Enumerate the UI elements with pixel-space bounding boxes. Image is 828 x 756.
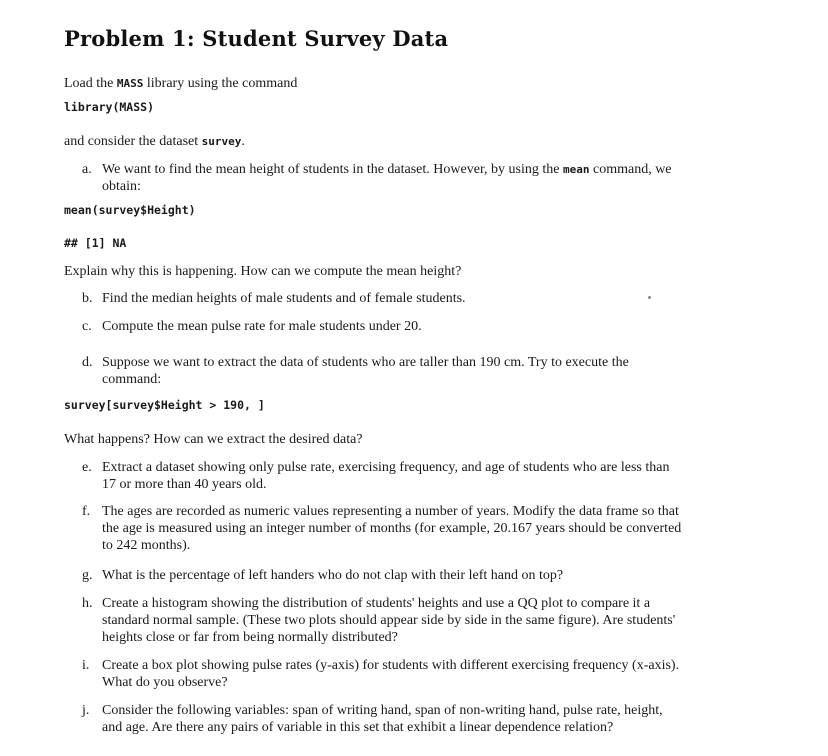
inline-code-mass: MASS	[116, 77, 144, 90]
item-label: j.	[82, 703, 90, 718]
item-text: Suppose we want to extract the data of students who are taller than 190 cm. Try to execute the command:	[102, 355, 629, 387]
item-text: What is the percentage of left handers who do not clap with their left hand on top?	[102, 568, 564, 583]
item-text: Create a box plot showing pulse rates (y-axis) for students with different exercising frequency (x-axis). What do you observe?	[102, 658, 680, 690]
code-survey-subset: survey[survey$Height > 190, ]	[64, 398, 265, 412]
load-library-text: Load the MASS library using the command	[64, 76, 298, 91]
item-label: c.	[82, 319, 92, 334]
item-text: Find the median heights of male students and of female students.	[102, 291, 466, 306]
consider-dataset-text: and consider the dataset survey.	[64, 134, 245, 149]
item-label: i.	[82, 658, 90, 673]
code-output-na: ## [1] NA	[64, 236, 127, 250]
item-label: a.	[82, 162, 92, 177]
item-text: Compute the mean pulse rate for male students under 20.	[102, 319, 422, 334]
item-text: Create a histogram showing the distribution of students' heights and use a QQ plot to compare it a standard normal sample. (These two plots should appear side by side in the same figure). Are students' heights close or far from being normally distributed?	[102, 596, 676, 645]
item-label: g.	[82, 568, 93, 583]
inline-code-mean: mean	[562, 163, 590, 176]
what-happens-text: What happens? How can we extract the desired data?	[64, 432, 363, 447]
item-text: We want to find the mean height of students in the dataset. However, by using the mean command, we obtain:	[102, 162, 672, 194]
item-label: d.	[82, 355, 93, 370]
item-text: Consider the following variables: span of writing hand, span of non-writing hand, pulse rate, height, and age. Are there any pairs of variable in this set that exhibit a linear dependence relation?	[102, 703, 663, 735]
item-text: Extract a dataset showing only pulse rate, exercising frequency, and age of students who are less than 17 or more than 40 years old.	[102, 460, 670, 492]
code-library-mass: library(MASS)	[64, 100, 155, 114]
page-title: Problem 1: Student Survey Data	[64, 26, 449, 51]
item-label: f.	[82, 504, 91, 519]
explain-text: Explain why this is happening. How can we compute the mean height?	[64, 264, 462, 279]
item-label: b.	[82, 291, 93, 306]
item-label: e.	[82, 460, 92, 475]
inline-code-survey: survey	[201, 135, 242, 148]
code-mean-height: mean(survey$Height)	[64, 203, 196, 217]
item-label: h.	[82, 596, 93, 611]
stray-dot	[648, 296, 651, 299]
item-text: The ages are recorded as numeric values representing a number of years. Modify the data frame so that the age is measured using an integer number of months (for example, 20.167 years should be converted to 242 months).	[102, 504, 682, 553]
